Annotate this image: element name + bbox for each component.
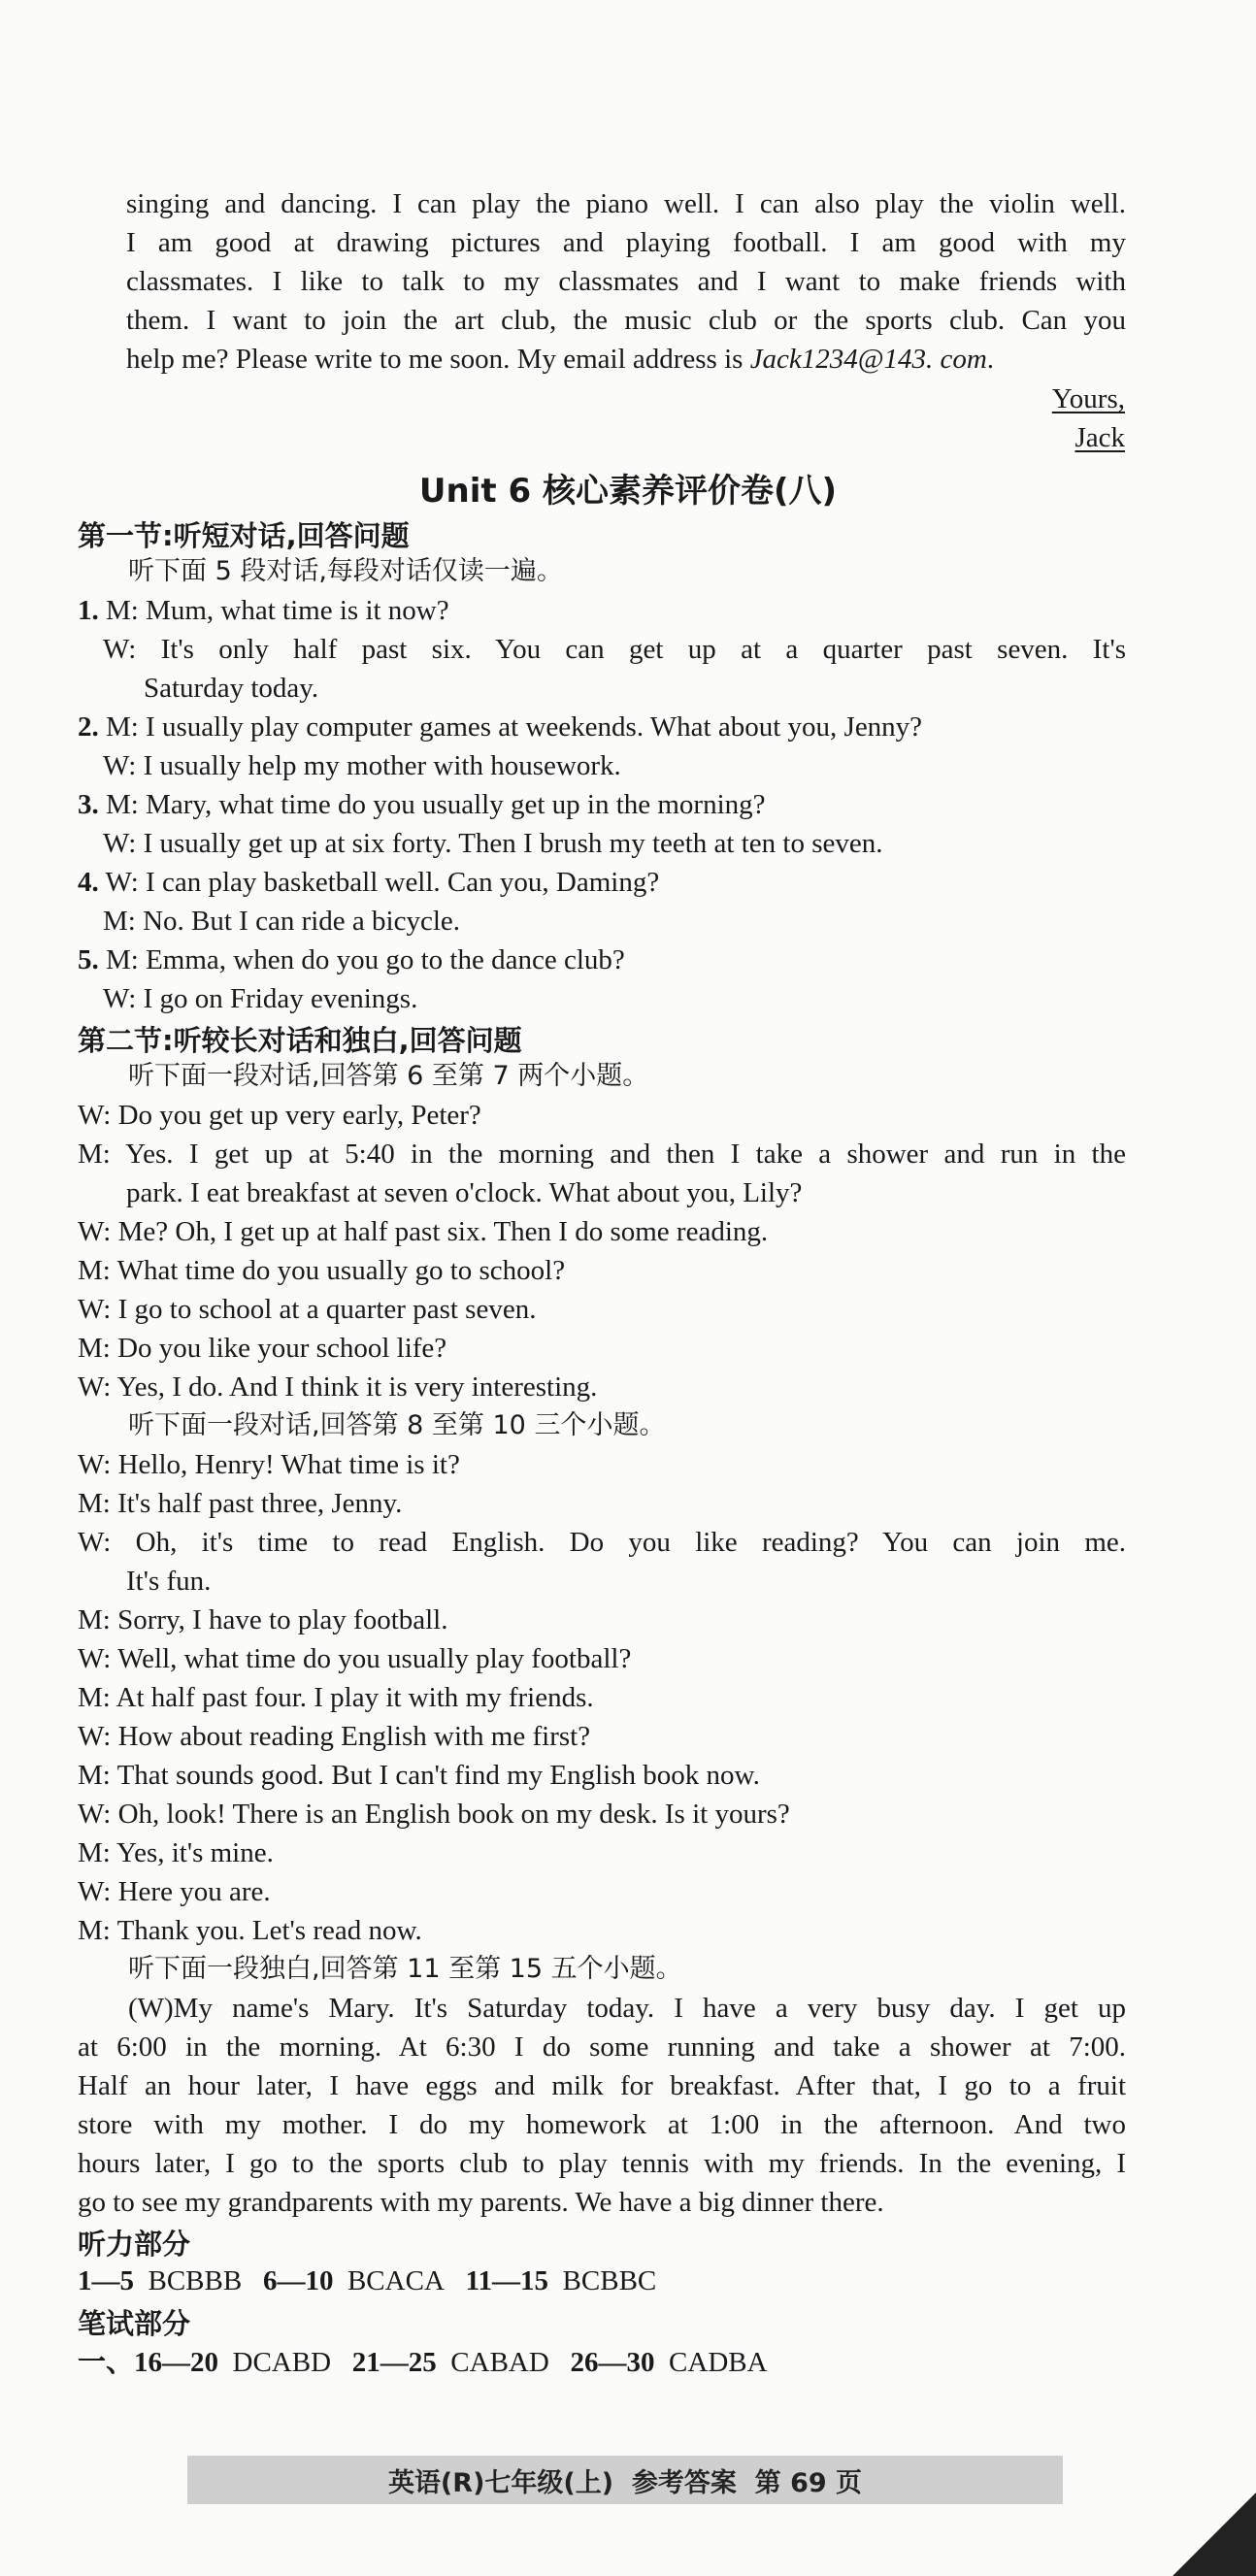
letter-line: classmates. I like to talk to my classmates and I want to make friends with xyxy=(126,266,1126,297)
answer-range: 26—30 xyxy=(570,2347,655,2378)
letter-closing: Yours, xyxy=(1051,383,1125,414)
dialogue-line xyxy=(78,1833,274,1872)
speaker: M: xyxy=(78,1604,111,1635)
dialogue-line xyxy=(78,1795,790,1833)
monologue-line: store with my mother. I do my homework at 1:00 in the afternoon. And two xyxy=(78,2109,1126,2140)
section1-heading: 第一节:听短对话,回答问题 xyxy=(78,519,410,552)
answer-range: 6—10 xyxy=(262,2265,334,2296)
letter-line-last xyxy=(126,340,994,379)
dialogue-line xyxy=(78,941,625,979)
dialogue-line xyxy=(103,902,460,941)
dialogue-line xyxy=(78,1484,402,1523)
dialogue-line xyxy=(78,708,922,746)
listening-heading: 听力部分 xyxy=(78,2228,191,2261)
dialogue-text: Mum, what time is it now? xyxy=(146,595,449,626)
monologue-line: (W)My name's Mary. It's Saturday today. I have a very busy day. I get up xyxy=(128,1993,1126,2024)
dialogue-text: That sounds good. But I can't find my English book now. xyxy=(116,1760,760,1791)
dialogue-line xyxy=(78,1911,422,1950)
speaker: W: xyxy=(78,1449,112,1480)
dialogue-text: Here you are. xyxy=(117,1876,271,1907)
dialogue-line xyxy=(78,1290,536,1329)
dialogue-text: Sorry, I have to play football. xyxy=(117,1604,448,1635)
dialogue-line xyxy=(78,1872,271,1911)
dialogue-line xyxy=(78,1601,448,1639)
speaker: M: xyxy=(106,595,139,626)
dialogue-line xyxy=(78,1368,597,1406)
dialogue-line xyxy=(103,746,621,785)
dialogue-line xyxy=(78,591,449,630)
dialogue-text: I usually get up at six forty. Then I brush my teeth at ten to seven. xyxy=(143,828,883,859)
email-address: Jack1234@143. com xyxy=(749,344,987,375)
letter-text: . xyxy=(986,344,995,375)
dialogue-text: Oh, it's time to read English. Do you like reading? You can join me. xyxy=(135,1527,1127,1558)
monologue-line: hours later, I go to the sports club to play tennis with my friends. In the evening, I xyxy=(78,2148,1126,2179)
speaker: M: xyxy=(106,789,139,820)
listening-answers xyxy=(78,2262,656,2300)
speaker: M: xyxy=(78,1915,111,1946)
answer-key: DCABD xyxy=(232,2347,332,2378)
question-number: 4. xyxy=(78,867,99,898)
speaker: W: xyxy=(103,983,137,1014)
question-number: 1. xyxy=(78,595,99,626)
dialogue-text: I go to school at a quarter past seven. xyxy=(117,1294,537,1325)
dialogue-text: I usually play computer games at weekends. What about you, Jenny? xyxy=(146,711,923,743)
answer-key: CABAD xyxy=(450,2347,549,2378)
speaker: M: xyxy=(78,1760,111,1791)
speaker: W: xyxy=(103,828,137,859)
dialogue-text: Yes. I get up at 5:40 in the morning and then I take a shower and run in the xyxy=(125,1139,1126,1170)
section2-heading: 第二节:听较长对话和独白,回答问题 xyxy=(78,1024,522,1057)
speaker: W: xyxy=(78,1294,112,1325)
speaker: M: xyxy=(106,711,139,743)
speaker: W: xyxy=(78,1100,112,1131)
dialogue-text: Me? Oh, I get up at half past six. Then I do some reading. xyxy=(117,1216,769,1247)
dialogue-text: I usually help my mother with housework. xyxy=(143,750,621,781)
dialogue-line: It's fun. xyxy=(126,1566,212,1597)
dialogue-line xyxy=(78,1639,631,1678)
corner-triangle-decoration xyxy=(1173,2493,1256,2576)
dialogue-line xyxy=(103,824,883,863)
dialogue-line xyxy=(78,1251,565,1290)
letter-line: them. I want to join the art club, the music club or the sports club. Can you xyxy=(126,305,1126,336)
speaker: W: xyxy=(78,1371,112,1403)
speaker: W: xyxy=(103,750,137,781)
part-number: 一、 xyxy=(78,2347,135,2378)
letter-line: singing and dancing. I can play the piano well. I can also play the violin well. xyxy=(126,188,1126,219)
dialogue-text: Hello, Henry! What time is it? xyxy=(117,1449,460,1480)
dialogue-text: At half past four. I play it with my friends. xyxy=(116,1682,594,1713)
dialogue-text: I can play basketball well. Can you, Daming? xyxy=(146,867,660,898)
monologue-line: at 6:00 in the morning. At 6:30 I do some running and take a shower at 7:00. xyxy=(78,2031,1126,2063)
monologue-line: go to see my grandparents with my parents. We have a big dinner there. xyxy=(78,2187,884,2218)
dialogue-text: It's half past three, Jenny. xyxy=(117,1488,403,1519)
dialogue-text: Thank you. Let's read now. xyxy=(116,1915,422,1946)
section2-instruction3: 听下面一段独白,回答第 11 至第 15 五个小题。 xyxy=(128,1954,682,1984)
speaker: M: xyxy=(106,944,139,975)
speaker: M: xyxy=(78,1488,111,1519)
speaker: M: xyxy=(103,906,136,937)
speaker: W: xyxy=(78,1721,112,1752)
dialogue-text: Do you like your school life? xyxy=(117,1333,447,1364)
dialogue-text: Yes, it's mine. xyxy=(116,1837,274,1868)
dialogue-line xyxy=(103,630,1126,669)
dialogue-line xyxy=(78,1135,1126,1173)
speaker: M: xyxy=(78,1837,111,1868)
question-number: 3. xyxy=(78,789,99,820)
dialogue-line xyxy=(78,1212,768,1251)
dialogue-line xyxy=(78,1717,590,1756)
dialogue-line xyxy=(78,1096,481,1135)
dialogue-line xyxy=(78,1678,594,1717)
unit-title: Unit 6 核心素养评价卷(八) xyxy=(418,472,838,511)
speaker: W: xyxy=(78,1799,112,1830)
speaker: M: xyxy=(78,1255,111,1286)
dialogue-text: Well, what time do you usually play football? xyxy=(117,1643,632,1674)
answer-range: 11—15 xyxy=(465,2265,549,2296)
dialogue-line: park. I eat breakfast at seven o'clock. What about you, Lily? xyxy=(126,1177,803,1208)
dialogue-line xyxy=(78,785,766,824)
dialogue-text: Emma, when do you go to the dance club? xyxy=(146,944,625,975)
speaker: M: xyxy=(78,1139,111,1170)
dialogue-text: Yes, I do. And I think it is very interesting. xyxy=(116,1371,598,1403)
dialogue-text: How about reading English with me first? xyxy=(117,1721,591,1752)
letter-text: help me? Please write to me soon. My email address is xyxy=(126,344,750,375)
speaker: W: xyxy=(78,1216,112,1247)
question-number: 5. xyxy=(78,944,99,975)
speaker: W: xyxy=(78,1643,112,1674)
speaker: M: xyxy=(78,1682,111,1713)
speaker: W: xyxy=(103,634,137,665)
question-number: 2. xyxy=(78,711,99,743)
answer-range: 16—20 xyxy=(134,2347,219,2378)
speaker: W: xyxy=(78,1527,112,1558)
answer-key: CADBA xyxy=(669,2347,768,2378)
dialogue-text: No. But I can ride a bicycle. xyxy=(143,906,461,937)
answer-range: 1—5 xyxy=(78,2265,134,2296)
dialogue-text: It's only half past six. You can get up at a quarter past seven. It's xyxy=(160,634,1127,665)
dialogue-line xyxy=(78,1523,1126,1562)
dialogue-text: Mary, what time do you usually get up in the morning? xyxy=(146,789,766,820)
dialogue-text: Oh, look! There is an English book on my desk. Is it yours? xyxy=(117,1799,790,1830)
dialogue-line xyxy=(78,1756,760,1795)
dialogue-line: Saturday today. xyxy=(144,673,319,704)
answer-key: BCBBB xyxy=(148,2265,243,2296)
dialogue-line xyxy=(103,979,417,1018)
dialogue-text: Do you get up very early, Peter? xyxy=(117,1100,481,1131)
writing-answers xyxy=(78,2343,768,2382)
section2-instruction2: 听下面一段对话,回答第 8 至第 10 三个小题。 xyxy=(128,1410,666,1440)
writing-heading: 笔试部分 xyxy=(78,2307,191,2340)
letter-line: I am good at drawing pictures and playing football. I am good with my xyxy=(126,227,1126,258)
dialogue-line xyxy=(78,863,659,902)
dialogue-text: What time do you usually go to school? xyxy=(116,1255,566,1286)
answer-key: BCACA xyxy=(347,2265,445,2296)
monologue-line: Half an hour later, I have eggs and milk for breakfast. After that, I go to a fruit xyxy=(78,2070,1126,2101)
section2-instruction1: 听下面一段对话,回答第 6 至第 7 两个小题。 xyxy=(128,1061,649,1091)
dialogue-line xyxy=(78,1445,460,1484)
answer-key: BCBBC xyxy=(562,2265,657,2296)
footer-text: 英语(R)七年级(上) 参考答案 第 69 页 xyxy=(387,2467,863,2498)
page-footer xyxy=(187,2456,1063,2504)
speaker: W: xyxy=(78,1876,112,1907)
dialogue-line xyxy=(78,1329,446,1368)
answer-range: 21—25 xyxy=(351,2347,437,2378)
dialogue-text: I go on Friday evenings. xyxy=(143,983,418,1014)
speaker: W: xyxy=(105,867,139,898)
letter-signature: Jack xyxy=(1074,422,1125,453)
speaker: M: xyxy=(78,1333,111,1364)
section1-instruction: 听下面 5 段对话,每段对话仅读一遍。 xyxy=(128,556,563,586)
